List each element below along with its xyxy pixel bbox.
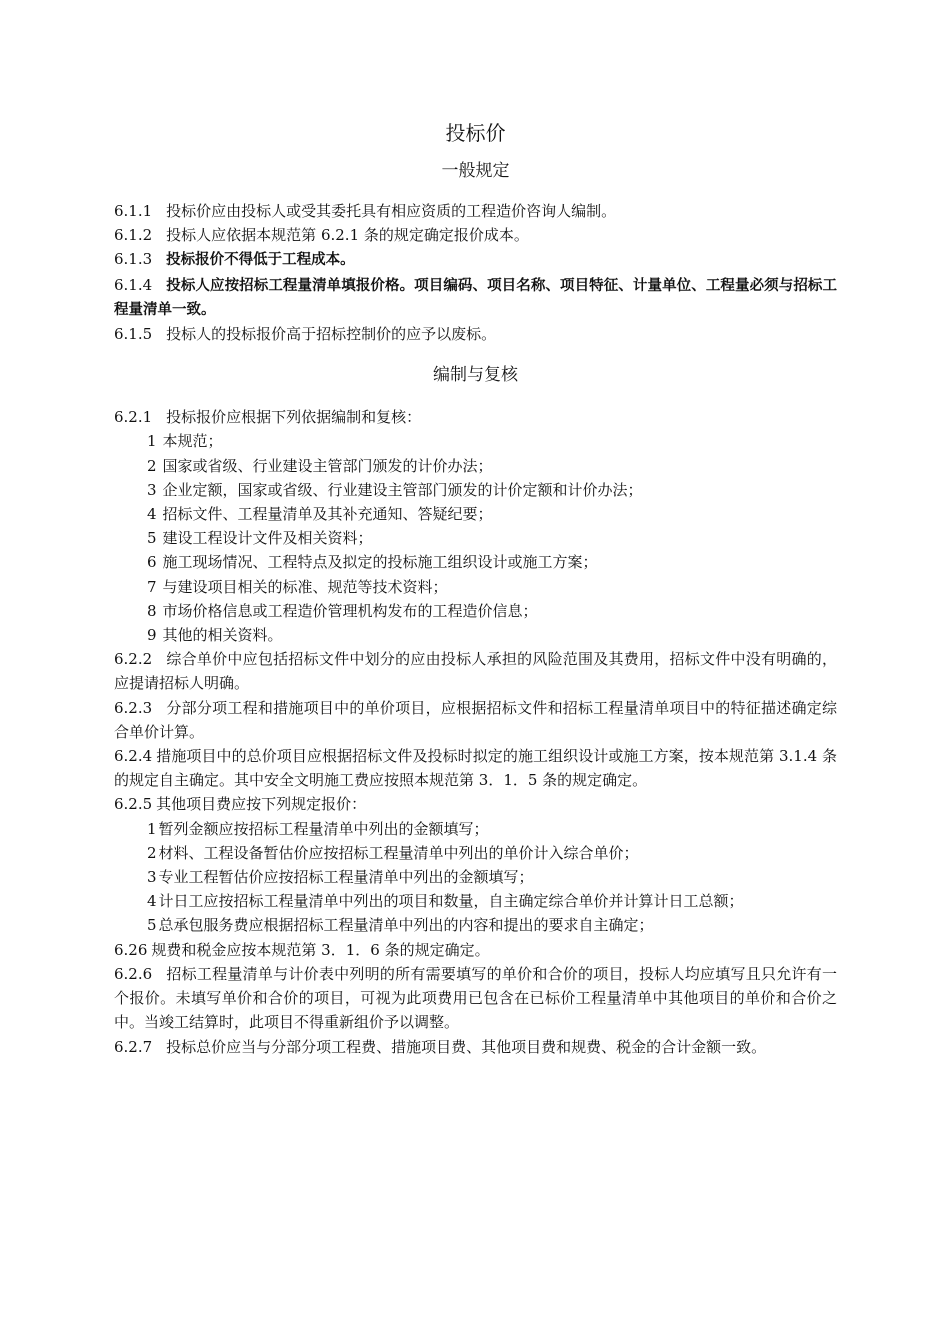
clause-6-26: [114, 938, 837, 962]
clause-number: 6.2.5: [114, 795, 153, 814]
clause-text: 投标总价应当与分部分项工程费、措施项目费、其他项目费和规费、税金的合计金额一致。: [166, 1037, 767, 1056]
list-item-text: 建设工程设计文件及相关资料；: [162, 529, 373, 548]
list-item-text: 施工现场情况、工程特点及拟定的投标施工组织设计或施工方案；: [162, 553, 598, 572]
list-item-number: 5: [147, 916, 157, 935]
list-item: [114, 623, 837, 647]
list-item: [114, 889, 837, 913]
list-item-text: 专业工程暂估价应按招标工程量清单中列出的金额填写；: [158, 868, 534, 887]
clause-number: 6.2.2: [114, 650, 153, 669]
list-item: [114, 550, 837, 574]
clause-text: 投标人的投标报价高于招标控制价的应予以废标。: [166, 325, 497, 344]
list-item: [114, 526, 837, 550]
clause-text: 投标人应按招标工程量清单填报价格。项目编码、项目名称、项目特征、计量单位、工程量必须与招标工程量清单一致。: [114, 277, 837, 318]
list-item-text: 计日工应按招标工程量清单中列出的项目和数量，自主确定综合单价并计算计日工总额；: [158, 892, 744, 911]
clause-number: 6.2.1: [114, 408, 153, 427]
clause-6-1-2: [114, 223, 837, 247]
clause-number: 6.2.7: [114, 1037, 153, 1056]
clause-number: 6.1.3: [114, 250, 153, 269]
clause-text: 其他项目费应按下列规定报价：: [156, 795, 367, 814]
list-item: [114, 478, 837, 502]
clause-6-2-4: [114, 744, 837, 792]
clause-number: 6.2.3: [114, 698, 153, 717]
clause-6-2-3: [114, 696, 837, 744]
clause-text: 招标工程量清单与计价表中列明的所有需要填写的单价和合价的项目，投标人均应填写且只允许有一个报价。未填写单价和合价的项目，可视为此项费用已包含在已标价工程量清单中其他项目的单价和合价之中。当竣工结算时，此项目不得重新组价予以调整。: [114, 964, 837, 1032]
list-item: [114, 913, 837, 937]
clause-6-1-3: [114, 247, 837, 272]
list-item-number: 8: [147, 601, 157, 620]
clause-number: 6.2.6: [114, 964, 153, 983]
list-item-number: 9: [147, 626, 157, 645]
clause-number: 6.1.1: [114, 202, 153, 220]
clause-6-2-5: [114, 792, 837, 816]
list-item: [114, 454, 837, 478]
clause-number: 6.26: [114, 940, 148, 959]
clause-number: 6.1.5: [114, 325, 153, 344]
clause-text: 投标人应依据本规范第 6.2.1 条的规定确定报价成本。: [166, 226, 529, 245]
clause-6-2-6: [114, 962, 837, 1035]
clause-text: 规费和税金应按本规范第 3．1．6 条的规定确定。: [151, 940, 490, 959]
clause-text: 综合单价中应包括招标文件中划分的应由投标人承担的风险范围及其费用，招标文件中没有明确的，应提请招标人明确。: [114, 650, 837, 693]
section-title-general: 一般规定: [441, 161, 510, 181]
clause-6-1-5: [114, 322, 837, 346]
list-item-text: 与建设项目相关的标准、规范等技术资料；: [162, 577, 448, 596]
clause-text: 投标价应由投标人或受其委托具有相应资质的工程造价咨询人编制。: [166, 202, 617, 220]
list-item-text: 市场价格信息或工程造价管理机构发布的工程造价信息；: [162, 601, 538, 620]
list-item-text: 材料、工程设备暂估价应按招标工程量清单中列出的单价计入综合单价；: [158, 843, 639, 862]
list-item: [114, 817, 837, 841]
list-item-number: 2: [147, 843, 157, 862]
clause-6-1-1: [114, 199, 837, 223]
list-item-number: 3: [147, 868, 157, 887]
list-item-text: 暂列金额应按招标工程量清单中列出的金额填写；: [158, 819, 489, 838]
clause-number: 6.2.4: [114, 747, 153, 766]
list-item-number: 4: [147, 892, 157, 911]
clause-text: 措施项目中的总价项目应根据招标文件及投标时拟定的施工组织设计或施工方案，按本规范第 3.1.4 条的规定自主确定。其中安全文明施工费应按照本规范第 3．1．5 条的规定确定。: [114, 747, 837, 790]
list-item-text: 本规范；: [162, 432, 223, 451]
list-item: [114, 865, 837, 889]
list-item-number: 7: [147, 577, 157, 596]
list-item-number: 1: [147, 819, 157, 838]
list-item: [114, 575, 837, 599]
list-item-text: 招标文件、工程量清单及其补充通知、答疑纪要；: [162, 505, 493, 524]
list-item: [114, 502, 837, 526]
clause-6-2-2: [114, 647, 837, 695]
list-item-number: 5: [147, 529, 157, 548]
page-title: 投标价: [445, 121, 506, 145]
clause-number: 6.1.4: [114, 275, 153, 294]
clause-6-2-1: [114, 405, 837, 429]
list-item-text: 总承包服务费应根据招标工程量清单中列出的内容和提出的要求自主确定；: [158, 916, 654, 935]
clause-text: 投标报价不得低于工程成本。: [166, 252, 355, 269]
list-item-text: 其他的相关资料。: [162, 626, 283, 645]
list-item: [114, 599, 837, 623]
clause-6-1-4: [114, 273, 837, 322]
list-item-number: 1: [147, 432, 157, 451]
list-item-number: 4: [147, 505, 157, 524]
list-item-number: 2: [147, 456, 157, 475]
clause-6-2-7: [114, 1035, 837, 1059]
clause-number: 6.1.2: [114, 226, 153, 245]
list-item-text: 企业定额，国家或省级、行业建设主管部门颁发的计价定额和计价办法；: [162, 480, 643, 499]
section-title-preparation: 编制与复核: [433, 365, 518, 386]
list-item-number: 6: [147, 553, 157, 572]
list-item-number: 3: [147, 480, 157, 499]
list-item-text: 国家或省级、行业建设主管部门颁发的计价办法；: [162, 456, 493, 475]
list-item: [114, 841, 837, 865]
clause-text: 投标报价应根据下列依据编制和复核：: [166, 408, 422, 427]
clause-text: 分部分项工程和措施项目中的单价项目，应根据招标文件和招标工程量清单项目中的特征描述确定综合单价计算。: [114, 698, 837, 741]
list-item: [114, 429, 837, 453]
